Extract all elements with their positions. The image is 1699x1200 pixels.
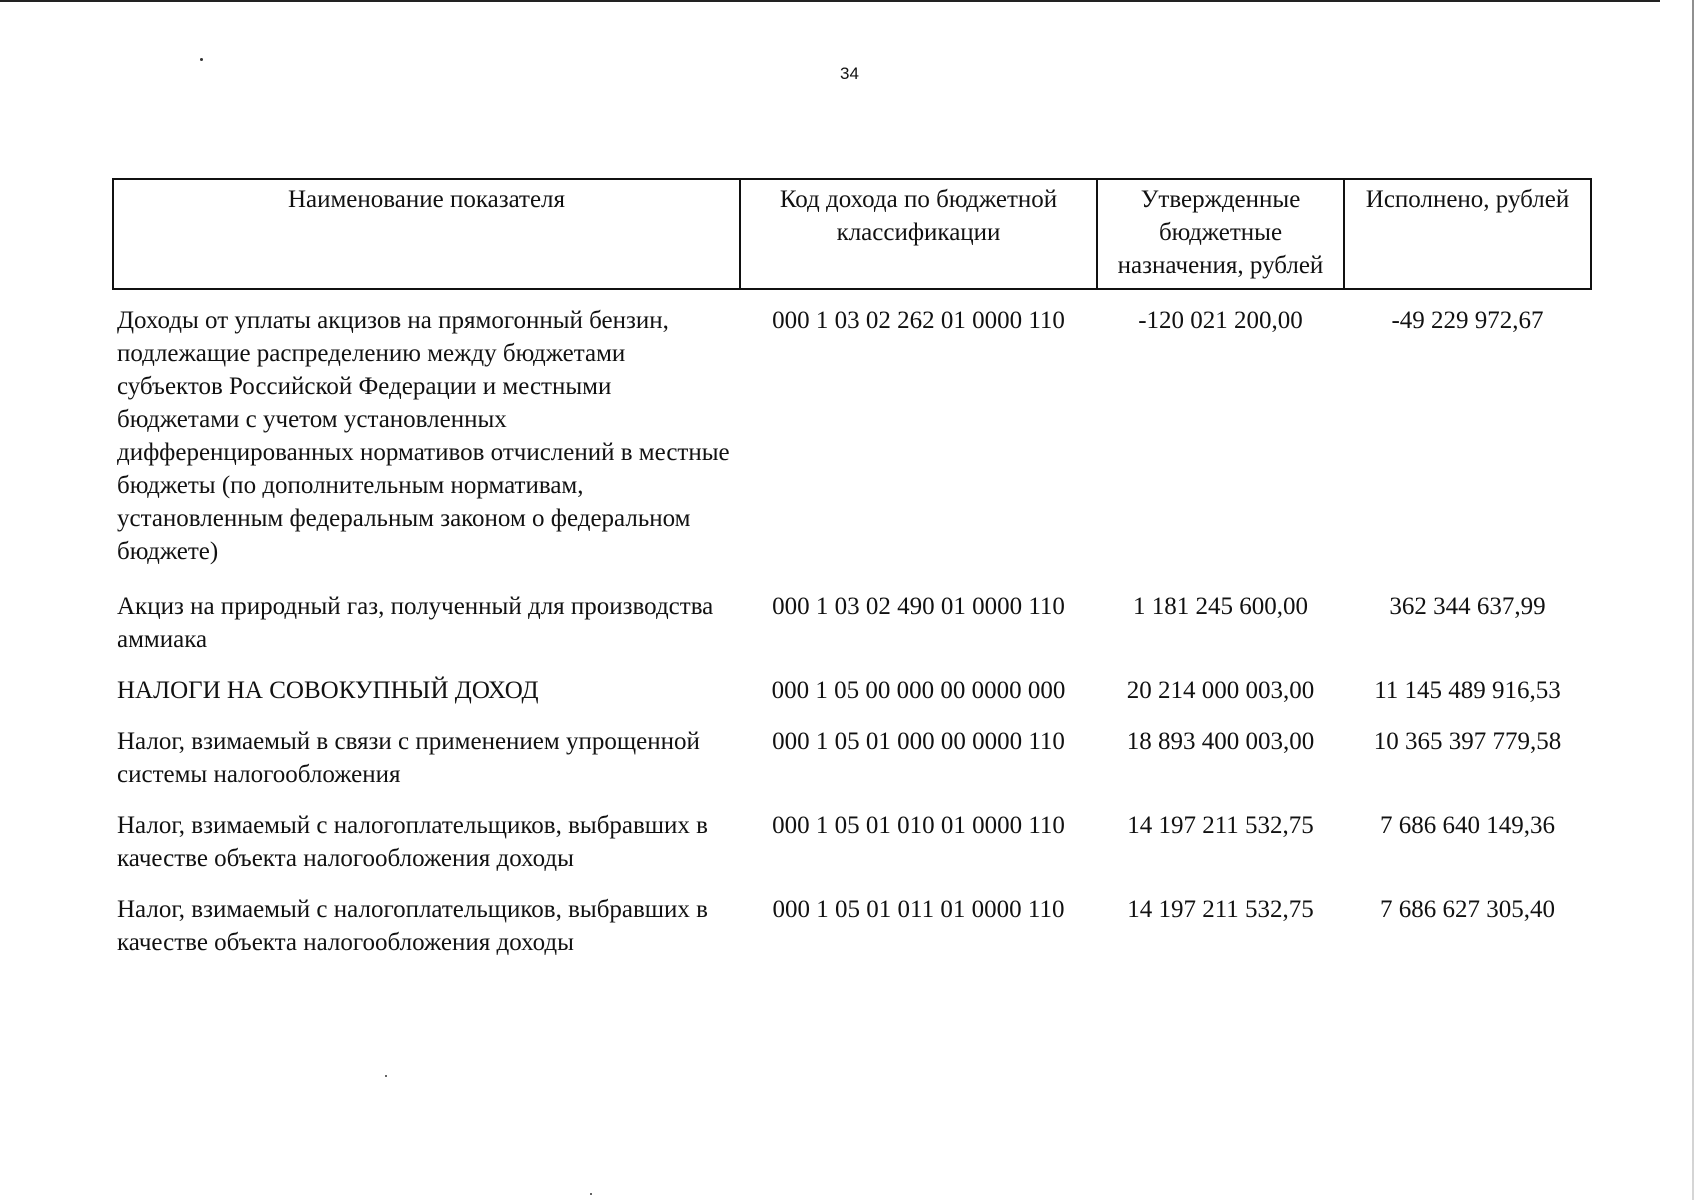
table-row — [113, 725, 1591, 809]
right-edge-shadow — [1692, 0, 1694, 1200]
table-row — [113, 893, 1591, 959]
page-number: 34 — [840, 64, 859, 83]
table-row — [113, 809, 1591, 893]
row-name: Акциз на природный газ, полученный для производства аммиака — [117, 593, 714, 653]
row-approved: 18 893 400 003,00 — [1126, 728, 1315, 755]
table-row — [113, 289, 1591, 586]
table-row — [113, 674, 1591, 725]
row-name: Доходы от уплаты акцизов на прямогонный бензин, подлежащие распределению между бюджетами субъектов Российской Федерации и местными бюджетами с учетом установленных дифференцированных нормативов отчислений в местные бюджеты (по дополнительным нормативам, установленным федеральным законом о федеральном бюджете) — [117, 307, 730, 565]
header-approved-amount: Утвержденные бюджетные назначения, рублей — [1097, 179, 1344, 289]
row-name: Налог, взимаемый с налогоплательщиков, выбравших в качестве объекта налогообложения доходы — [117, 896, 708, 956]
row-code: 000 1 05 01 011 01 0000 110 — [772, 896, 1065, 923]
scan-speck — [200, 58, 203, 61]
row-code: 000 1 05 01 000 00 0000 110 — [772, 728, 1065, 755]
header-executed-amount: Исполнено, рублей — [1344, 179, 1591, 289]
row-approved: -120 021 200,00 — [1138, 307, 1303, 334]
row-code: 000 1 05 00 000 00 0000 000 — [771, 677, 1066, 704]
row-code: 000 1 03 02 490 01 0000 110 — [772, 593, 1065, 620]
row-executed: 362 344 637,99 — [1389, 593, 1546, 620]
row-executed: 10 365 397 779,58 — [1373, 728, 1562, 755]
row-executed: 7 686 627 305,40 — [1380, 896, 1555, 923]
row-name: Налог, взимаемый с налогоплательщиков, выбравших в качестве объекта налогообложения доходы — [117, 812, 708, 872]
row-name: НАЛОГИ НА СОВОКУПНЫЙ ДОХОД — [117, 677, 539, 704]
row-approved: 14 197 211 532,75 — [1127, 812, 1314, 839]
table-row — [113, 586, 1591, 674]
row-executed: -49 229 972,67 — [1391, 307, 1544, 334]
scan-speck — [590, 1193, 592, 1195]
row-approved: 14 197 211 532,75 — [1127, 896, 1314, 923]
row-code: 000 1 05 01 010 01 0000 110 — [772, 812, 1065, 839]
income-report-table — [112, 178, 1592, 959]
table-header-row — [113, 179, 1591, 289]
row-name: Налог, взимаемый в связи с применением упрощенной системы налогообложения — [117, 728, 700, 788]
row-approved: 1 181 245 600,00 — [1133, 593, 1308, 620]
row-executed: 11 145 489 916,53 — [1374, 677, 1561, 704]
header-income-code: Код дохода по бюджетной классификации — [740, 179, 1097, 289]
header-indicator-name: Наименование показателя — [113, 179, 740, 289]
scan-speck — [385, 1075, 387, 1077]
row-approved: 20 214 000 003,00 — [1126, 677, 1315, 704]
row-executed: 7 686 640 149,36 — [1380, 812, 1555, 839]
top-border-line — [0, 0, 1660, 2]
row-code: 000 1 03 02 262 01 0000 110 — [772, 307, 1065, 334]
